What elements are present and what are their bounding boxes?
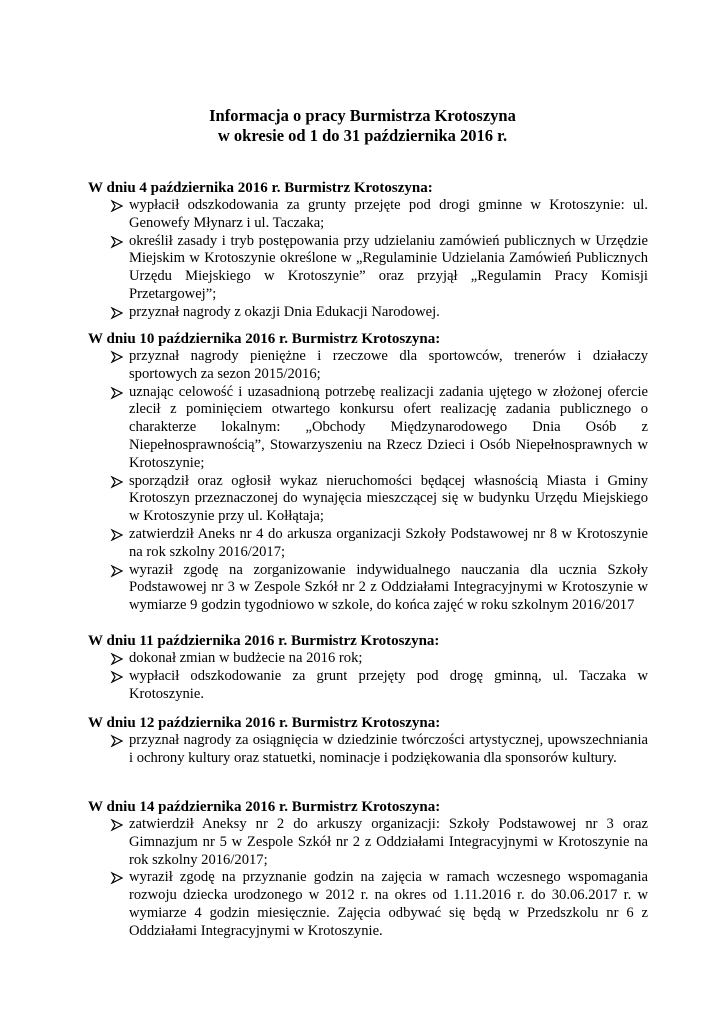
item-text: uznając celowość i uzasadnioną potrzebę realizacji zadania ujętego w złożonej ofercie zlecił z pominięciem otwartego konkursu ofert realizację zadania publicznego o charakterze lokalnym: „Obchody Międzynarodowego Dnia Osób z Niepełnosprawnością”, Stowarzyszeniu na Rzecz Dzieci i Osób Niepełnosprawnych w Krotoszynie; bbox=[129, 383, 648, 471]
section-oct-4 bbox=[88, 179, 648, 322]
list-item bbox=[88, 732, 648, 768]
item-text: przyznał nagrody z okazji Dnia Edukacji Narodowej. bbox=[129, 303, 440, 320]
arrow-bullet-icon bbox=[110, 526, 124, 544]
title-line-2: w okresie od 1 do 31 października 2016 r. bbox=[217, 126, 508, 145]
arrow-bullet-icon bbox=[110, 650, 124, 668]
item-list bbox=[88, 816, 648, 941]
item-text: dokonał zmian w budżecie na 2016 rok; bbox=[129, 650, 363, 666]
arrow-bullet-icon bbox=[110, 816, 124, 834]
item-text: zatwierdził Aneks nr 4 do arkusza organizacji Szkoły Podstawowej nr 8 w Krotoszynie na rok szkolny 2016/2017; bbox=[129, 525, 648, 560]
section-oct-11 bbox=[88, 632, 648, 703]
item-list bbox=[88, 732, 648, 768]
list-item bbox=[88, 816, 648, 869]
section-heading: W dniu 14 października 2016 r. Burmistrz Krotoszyna: bbox=[88, 799, 441, 815]
item-text: określił zasady i tryb postępowania przy udzielaniu zamówień publicznych w Urzędzie Miejskim w Krotoszynie określone w „Regulaminie Udzielania Zamówień Publicznych Urzędu Miejskiego w Krotoszynie” oraz przyjął „Regulamin Pracy Komisji Przetargowej”; bbox=[129, 232, 648, 302]
list-item bbox=[88, 348, 648, 384]
arrow-bullet-icon bbox=[110, 304, 124, 322]
arrow-bullet-icon bbox=[110, 384, 124, 402]
item-text: wyraził zgodę na zorganizowanie indywidualnego nauczania dla ucznia Szkoły Podstawowej nr 3 w Zespole Szkół nr 2 z Oddziałami Integracyjnymi w Krotoszynie w wymiarze 9 godzin tygodniowo w szkole, do końca zajęć w roku szkolnym 2016/2017 bbox=[129, 561, 648, 614]
section-heading: W dniu 4 października 2016 r. Burmistrz Krotoszyna: bbox=[88, 180, 433, 196]
section-oct-10 bbox=[88, 330, 648, 615]
arrow-bullet-icon bbox=[110, 668, 124, 686]
list-item bbox=[88, 304, 648, 322]
list-item bbox=[88, 869, 648, 940]
list-item bbox=[88, 562, 648, 615]
section-oct-12 bbox=[88, 714, 648, 768]
list-item bbox=[88, 526, 648, 562]
list-item bbox=[88, 650, 648, 668]
item-text: przyznał nagrody za osiągnięcia w dziedzinie twórczości artystycznej, upowszechniania i ochrony kultury oraz statuetki, nominacje i podziękowania dla sponsorów kultury. bbox=[129, 732, 648, 766]
item-text: sporządził oraz ogłosił wykaz nieruchomości będącej własnością Miasta i Gminy Krotoszyn przeznaczonej do wynajęcia mieszczącej się w budynku Urzędu Miejskiego w Krotoszynie przy ul. Kołłątaja; bbox=[129, 472, 648, 525]
section-heading: W dniu 12 października 2016 r. Burmistrz Krotoszyna: bbox=[88, 715, 441, 731]
item-text: zatwierdził Aneksy nr 2 do arkuszy organizacji: Szkoły Podstawowej nr 3 oraz Gimnazjum nr 5 w Zespole Szkół nr 2 z Oddziałami Integracyjnymi w Krotoszynie na rok szkolny 2016/2017; bbox=[129, 816, 648, 868]
item-list bbox=[88, 650, 648, 703]
arrow-bullet-icon bbox=[110, 473, 124, 491]
section-heading: W dniu 10 października 2016 r. Burmistrz Krotoszyna: bbox=[88, 331, 441, 347]
section-oct-14 bbox=[88, 798, 648, 941]
item-text: wypłacił odszkodowania za grunty przejęte pod drogi gminne w Krotoszynie: ul. Genowefy Młynarz i ul. Taczaka; bbox=[129, 197, 648, 231]
list-item bbox=[88, 197, 648, 233]
item-list bbox=[88, 348, 648, 615]
item-list bbox=[88, 197, 648, 322]
arrow-bullet-icon bbox=[110, 869, 124, 887]
arrow-bullet-icon bbox=[110, 233, 124, 251]
title-line-1: Informacja o pracy Burmistrza Krotoszyna bbox=[209, 106, 516, 125]
arrow-bullet-icon bbox=[110, 348, 124, 366]
arrow-bullet-icon bbox=[110, 562, 124, 580]
section-heading: W dniu 11 października 2016 r. Burmistrz Krotoszyna: bbox=[88, 633, 440, 649]
item-text: wyraził zgodę na przyznanie godzin na zajęcia w ramach wczesnego wspomagania rozwoju dziecka urodzonego w 2012 r. na okres od 1.11.2016 r. do 30.06.2017 r. w wymiarze 4 godzin miesięcznie. Zajęcia odbywać się będą w Przedszkolu nr 6 z Oddziałami Integracyjnymi w Krotoszynie. bbox=[129, 869, 648, 939]
item-text: przyznał nagrody pieniężne i rzeczowe dla sportowców, trenerów i działaczy sportowych za sezon 2015/2016; bbox=[129, 348, 648, 382]
arrow-bullet-icon bbox=[110, 732, 124, 750]
document-title bbox=[0, 106, 725, 146]
list-item bbox=[88, 668, 648, 704]
item-text: wypłacił odszkodowanie za grunt przejęty pod drogę gminną, ul. Taczaka w Krotoszynie. bbox=[129, 667, 648, 702]
list-item bbox=[88, 384, 648, 473]
list-item bbox=[88, 233, 648, 304]
list-item bbox=[88, 473, 648, 526]
arrow-bullet-icon bbox=[110, 197, 124, 215]
